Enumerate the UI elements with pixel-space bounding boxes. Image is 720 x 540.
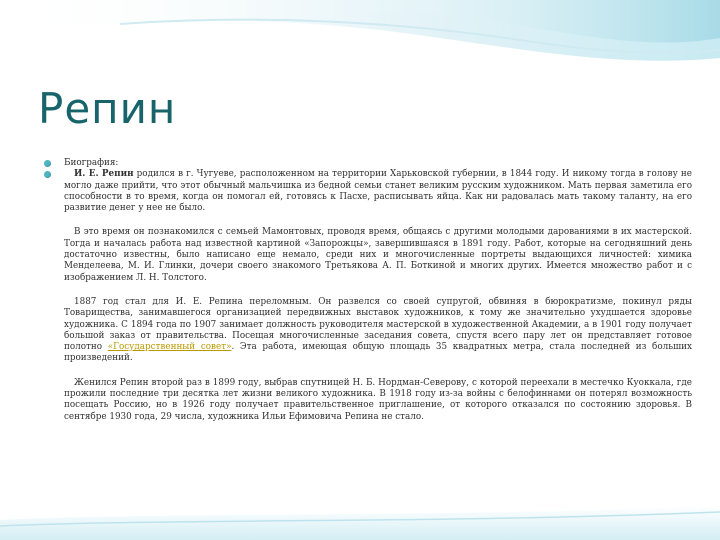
bullet-icon (44, 160, 51, 167)
bullet-item-birth (44, 169, 692, 214)
bullet-icon (44, 171, 51, 178)
biography-label: Биография: (64, 158, 119, 168)
paragraph-1887 (44, 297, 692, 365)
slide-content (44, 158, 692, 423)
paragraph-1887-text-a: 1887 год стал для И. Е. Репина переломным. Он развелся со своей супругой, обвиняя в бюрократизме, покинул ряды Товарищества, занимавшегося организацией передвижных выставок художников, к тому же значительно ухудшается здоровье художника. С 1894 года по 1907 занимает должность руководителя мастерской в художественной Академии, а в 1901 году получает большой заказ от правительства. Посещая многочисленные заседания совета, спустя всего пару лет он представляет готовое полотно (64, 296, 692, 353)
paragraph-mamontov: В это время он познакомился с семьей Мамонтовых, проводя время, общаясь с другими молодыми дарованиями в их мастерской. Тогда и началась работа над известной картиной «Запорожцы», завершившаяся в 1891 году. Работ, которые на сегодняшний день достаточно известны, было написано еще немало, среди них и многочисленные портреты выдающихся личностей: химика Менделеева, М. И. Глинки, дочери своего знакомого Третьякова А. П. Боткиной и многих других. Имеется множество работ и с изображением Л. Н. Толстого. (64, 227, 692, 283)
name-bold: И. Е. Репин (74, 169, 134, 180)
paragraph-birth (64, 169, 692, 214)
slide-title: Репин (38, 84, 177, 133)
bullet-item-biography (44, 158, 692, 169)
paragraph-marriage: Женился Репин второй раз в 1899 году, выбрав спутницей Н. Б. Нордман-Северову, с которой переехали в местечко Куоккала, где прожили последние три десятка лет жизни великого художника. В 1918 году из-за войны с белофиннами он потерял возможность посещать Россию, но в 1926 году получает правительственное приглашение, от которого отказался по состоянию здоровья. В сентябре 1930 года, 29 числа, художника Ильи Ефимовича Репина не стало. (64, 377, 692, 422)
paragraph-birth-text: родился в г. Чугуеве, расположенном на территории Харьковской губернии, в 1844 году. И никому тогда в голову не могло даже прийти, что этот обычный мальчишка из бедной семьи станет великим русским художником. Мать первая заметила его способности в то время, когда он помогал ей, готовясь к Пасхе, расписывать яйца. Как ни радовалась мать такому таланту, на его развитие денег у нее не было. (64, 169, 692, 214)
paragraph-1887-text-b: . Эта работа, имеющая общую площадь 35 квадратных метра, стала последней из больших произведений. (64, 342, 693, 364)
state-council-link[interactable]: «Государственный совет» (107, 342, 232, 353)
